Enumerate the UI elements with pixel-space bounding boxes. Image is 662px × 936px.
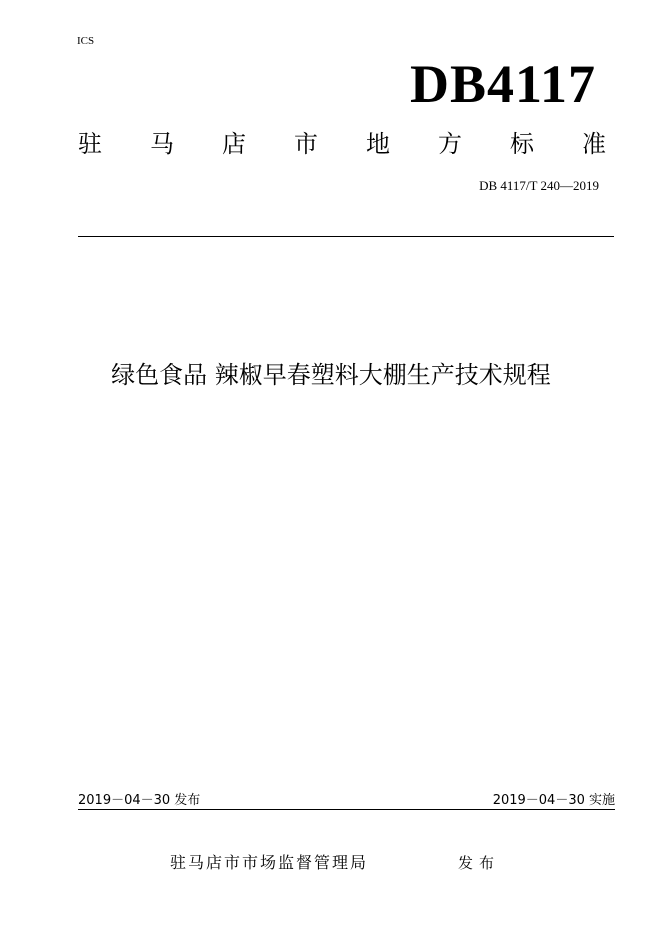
footer-divider (78, 809, 615, 810)
publisher-name: 驻马店市市场监督管理局 (170, 853, 369, 872)
standard-type-char: 马 (150, 130, 174, 158)
document-title: 绿色食品 辣椒早春塑料大棚生产技术规程 (111, 361, 551, 389)
standard-type-char: 店 (222, 130, 246, 158)
standard-type-char: 驻 (78, 130, 102, 158)
implement-date: 2019－04－30 实施 (492, 793, 615, 808)
standard-type (78, 128, 606, 160)
standard-type-char: 标 (510, 130, 534, 158)
publish-date: 2019－04－30 发布 (78, 793, 201, 808)
publish-label: 发布 (458, 854, 501, 872)
standard-code: DB4117 (409, 54, 596, 114)
standard-type-char: 地 (366, 130, 390, 158)
standard-type-char: 市 (294, 130, 318, 158)
standard-type-char: 准 (582, 130, 606, 158)
standard-number: DB 4117/T 240—2019 (479, 178, 599, 193)
standard-type-char: 方 (438, 130, 462, 158)
ics-label: ICS (77, 35, 95, 47)
header-divider (78, 236, 614, 237)
